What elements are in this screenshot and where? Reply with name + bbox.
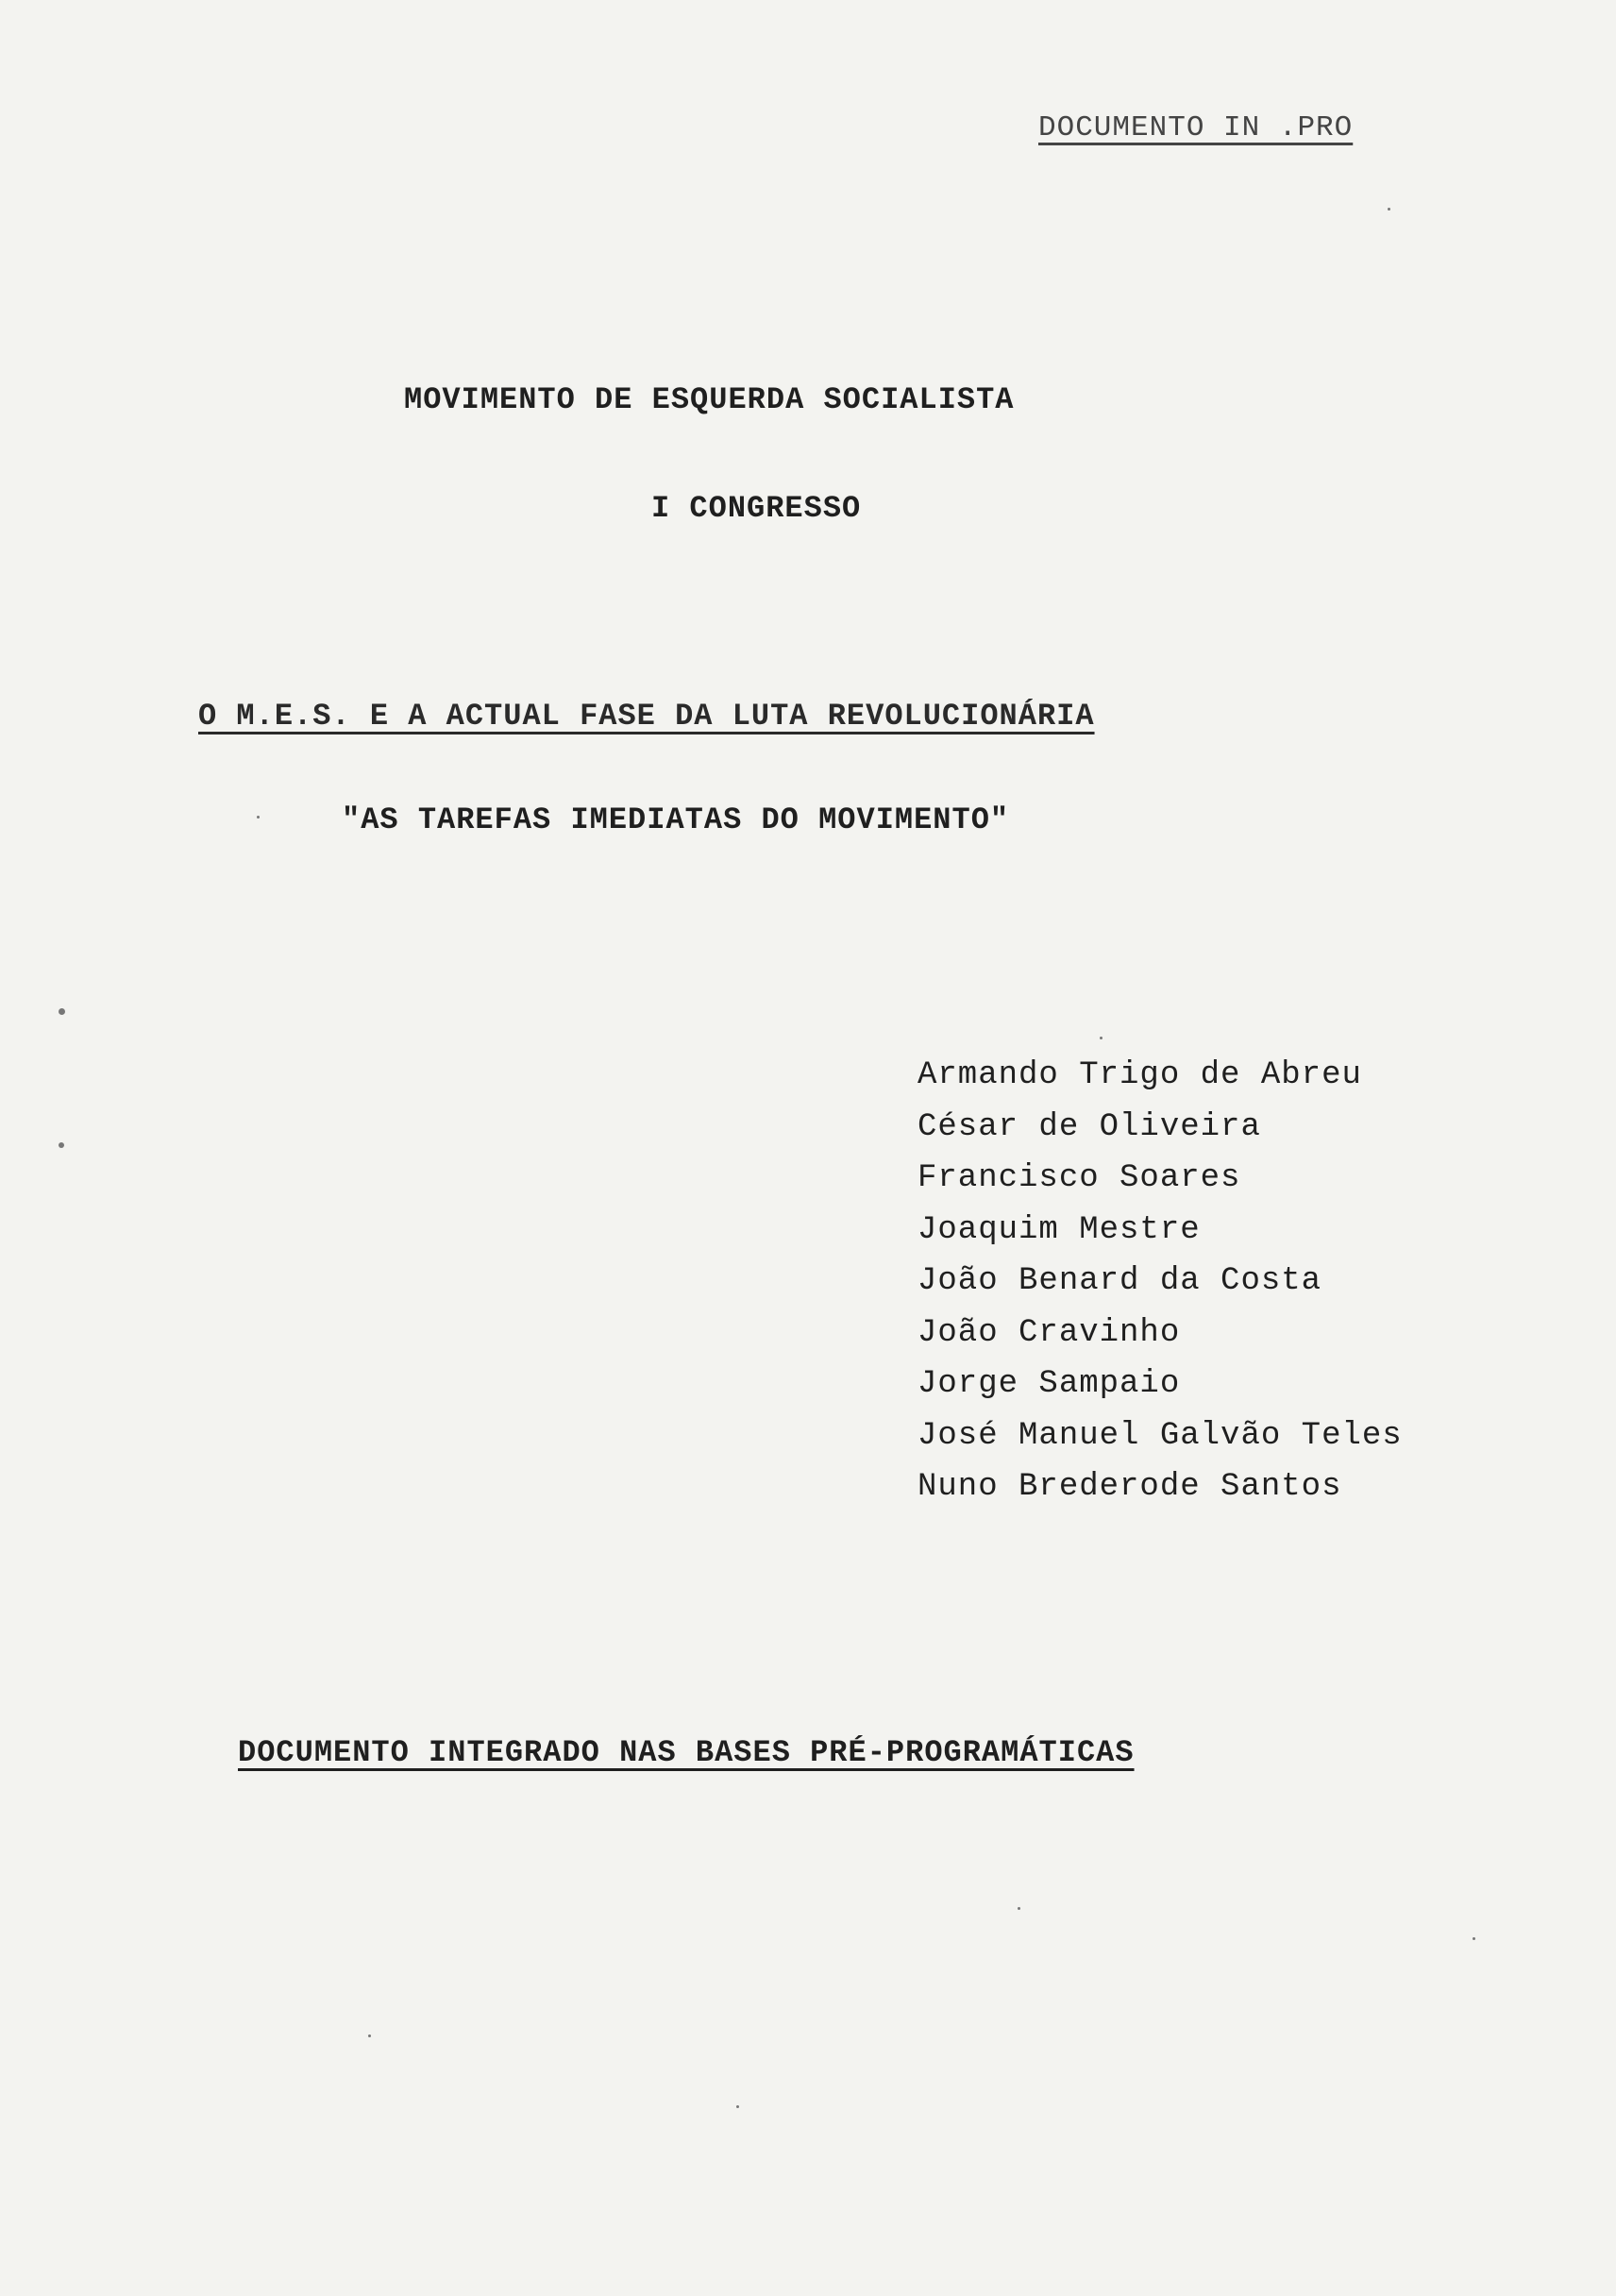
congress-title: I CONGRESSO [651, 491, 862, 526]
scan-speck [736, 2105, 739, 2108]
author-name: César de Oliveira [917, 1108, 1261, 1145]
scan-speck [1018, 1907, 1020, 1910]
scan-speck [59, 1142, 64, 1148]
scan-speck [1100, 1037, 1103, 1039]
author-name: Nuno Brederode Santos [917, 1469, 1342, 1505]
document-reference-label: DOCUMENTO IN .PRO [1038, 111, 1354, 144]
author-name: João Benard da Costa [917, 1263, 1322, 1299]
scan-speck [257, 816, 260, 819]
footer-document-note: DOCUMENTO INTEGRADO NAS BASES PRÉ-PROGRAMÁTICAS [238, 1735, 1135, 1770]
scan-speck [59, 1008, 65, 1015]
author-name: Jorge Sampaio [917, 1366, 1181, 1402]
author-name: Joaquim Mestre [917, 1211, 1201, 1248]
author-list [917, 1050, 1403, 1513]
document-subheading: "AS TAREFAS IMEDIATAS DO MOVIMENTO" [342, 802, 1010, 837]
scan-speck [1473, 1937, 1475, 1940]
scan-speck [368, 2034, 371, 2037]
author-name: João Cravinho [917, 1314, 1181, 1351]
document-heading: O M.E.S. E A ACTUAL FASE DA LUTA REVOLUCIONÁRIA [198, 699, 1095, 734]
organization-title: MOVIMENTO DE ESQUERDA SOCIALISTA [404, 382, 1015, 417]
author-name: José Manuel Galvão Teles [917, 1417, 1403, 1454]
author-name: Francisco Soares [917, 1160, 1241, 1196]
author-name: Armando Trigo de Abreu [917, 1057, 1362, 1093]
scan-speck [1388, 208, 1390, 211]
